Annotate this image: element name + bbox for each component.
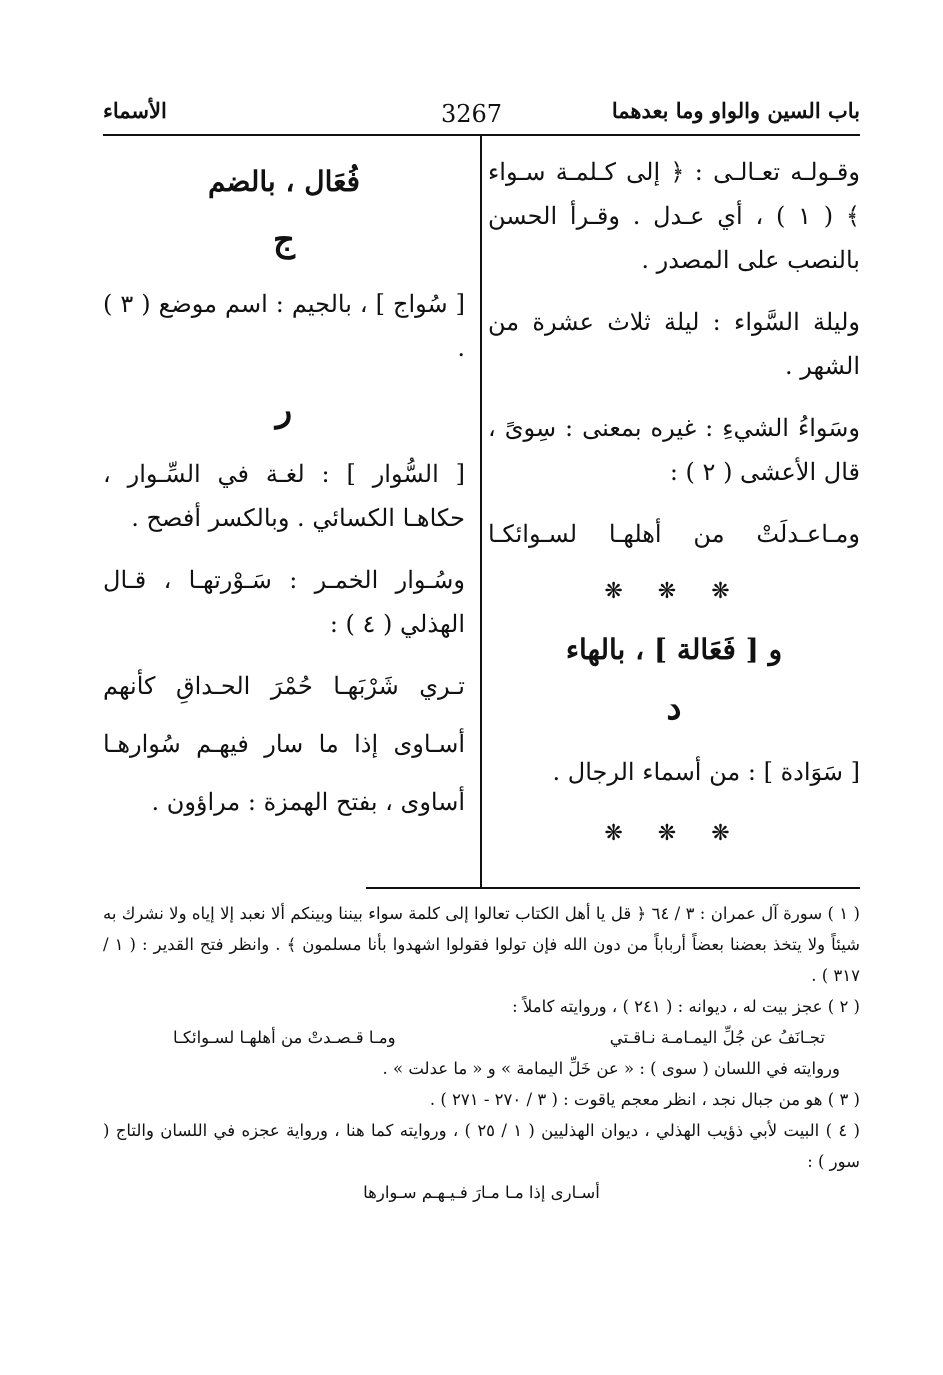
running-header-chapter: باب السين والواو وما بعدهما bbox=[611, 98, 860, 123]
section-heading: فُعَال ، بالضم bbox=[207, 165, 361, 198]
column-divider bbox=[480, 136, 482, 888]
entry-paragraph: [ سُواج ] ، بالجيم : اسم موضع ( ٣ ) . bbox=[103, 290, 466, 362]
footnote-rule bbox=[366, 887, 860, 889]
entry-paragraph: أساوى ، بفتح الهمزة : مراؤون . bbox=[151, 788, 465, 816]
section-heading: و [ فَعَالة ] ، بالهاء bbox=[565, 633, 783, 666]
letter-heading: د bbox=[666, 688, 682, 728]
poetry-verse: أسـاوى إذا ما سار فيهـم سُوارهـا bbox=[103, 730, 465, 758]
entry-paragraph: وليلة السَّواء : ليلة ثلاث عشرة من الشهر . bbox=[488, 308, 860, 380]
section-separator: ❋ ❋ ❋ bbox=[604, 579, 744, 604]
footnote: ( ٢ ) عجز بيت له ، ديوانه : ( ٢٤١ ) ، وروايته كاملاً : bbox=[512, 997, 860, 1016]
footnote-verse bbox=[103, 1022, 860, 1053]
section-separator: ❋ ❋ ❋ bbox=[604, 821, 744, 846]
footnote-verse-hemistich: ومـا قـصـدتْ من أهلهـا لسـوائكـا bbox=[173, 1028, 396, 1047]
entry-paragraph: وسَواءُ الشيءِ : غيره بمعنى : سِوىً ، قال الأعشى ( ٢ ) : bbox=[488, 414, 860, 486]
footnote-verse: أسـارى إذا مـا مـارَ فـيـهـم سـوارها bbox=[363, 1183, 600, 1202]
footnotes bbox=[103, 898, 860, 1208]
entry-paragraph: وقـولـه تعـالـى : ﴿ إلى كـلمـة سـواء ﴾ ( ١ ) ، أي عـدل . وقـرأ الحسن بالنصب على المصدر . bbox=[488, 158, 860, 274]
footnote: ( ٣ ) هو من جبال نجد ، انظر معجم ياقوت : ( ٣ / ٢٧٠ - ٢٧١ ) . bbox=[429, 1090, 860, 1109]
poetry-verse: تـري شَرْبَهـا حُمْرَ الحـداقِ كأنهم bbox=[103, 672, 465, 700]
footnote: وروايته في اللسان ( سوى ) : « عن خَلِّ اليمامة » و « ما عدلت » . bbox=[382, 1059, 840, 1078]
left-column bbox=[103, 150, 465, 842]
right-column bbox=[488, 150, 860, 870]
running-header-section: الأسماء bbox=[103, 98, 167, 123]
footnote: ( ١ ) سورة آل عمران : ٣ / ٦٤ ﴿ قل يا أهل الكتاب تعالوا إلى كلمة سواء بيننا وبينكم ألا نعبد إلا إياه ولا نشرك به شيئاً ولا يتخذ بعضنا بعضاً أرباباً من دون الله فإن تولوا فقولوا اشهدوا بأنا مسلمون ﴾ . وانظر فتح القدير : ( ١ / ٣١٧ ) . bbox=[103, 904, 860, 985]
letter-heading: ر bbox=[275, 390, 293, 430]
letter-heading: ج bbox=[273, 220, 295, 260]
entry-paragraph: [ سَوَادة ] : من أسماء الرجال . bbox=[552, 758, 860, 786]
page-number: 3267 bbox=[440, 100, 503, 128]
entry-paragraph: وسُـوار الخمـر : سَـوْرتهـا ، قـال الهذلي ( ٤ ) : bbox=[103, 566, 465, 638]
footnote-verse-hemistich: تجـانَفُ عن جُلِّ اليمـامـة نـاقـتي bbox=[609, 1028, 825, 1047]
poetry-verse: ومـاعـدلَتْ من أهلهـا لسـوائكـا bbox=[488, 520, 860, 548]
entry-paragraph: [ السُّوار ] : لغـة في السِّـوار ، حكاهـا الكسائي . وبالكسر أفصح . bbox=[103, 460, 465, 532]
footnote: ( ٤ ) البيت لأبي ذؤيب الهذلي ، ديوان الهذليين ( ١ / ٢٥ ) ، وروايته كما هنا ، ورواية عجزه في اللسان والتاج ( سور ) : bbox=[103, 1121, 860, 1171]
